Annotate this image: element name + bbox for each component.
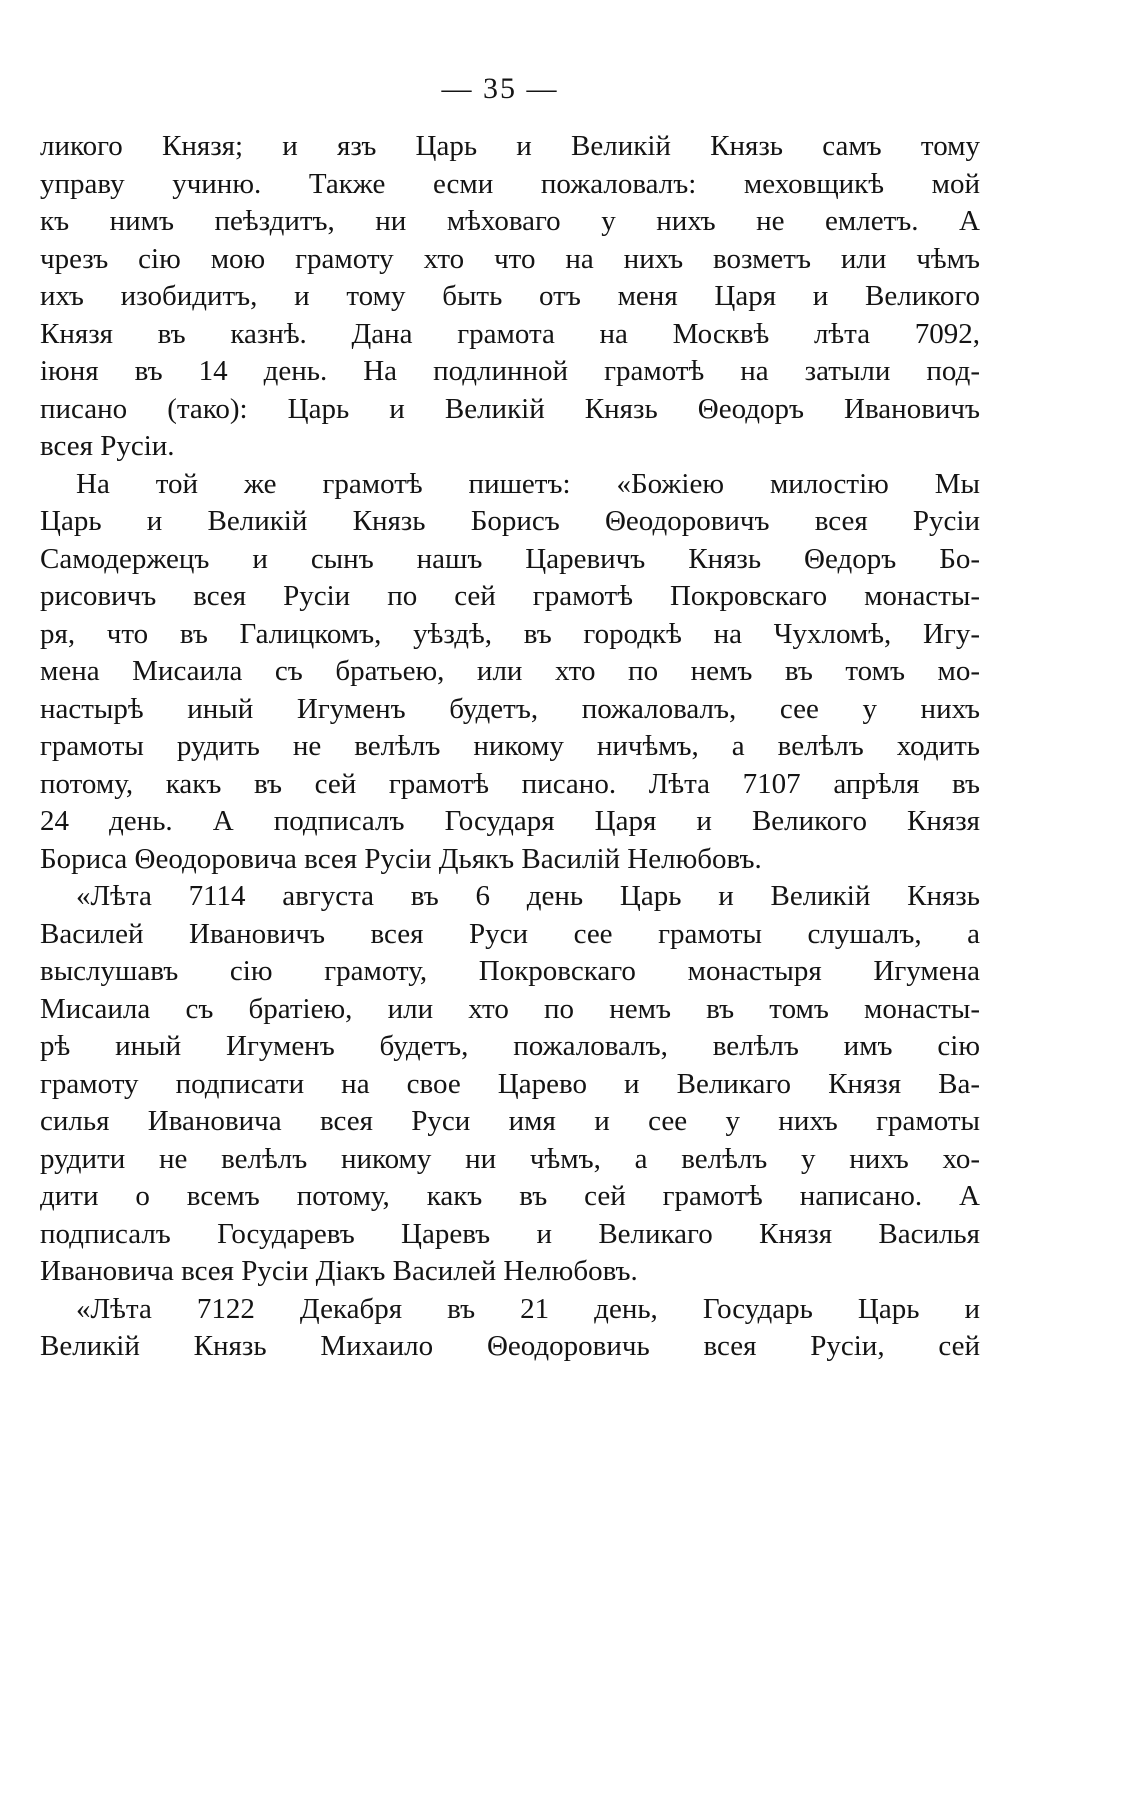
text-line: чрезъ сію мою грамоту хто что на нихъ возметъ или чѣмъ xyxy=(40,242,980,275)
text-line: іюня въ 14 день. На подлинной грамотѣ на затыли под- xyxy=(40,355,980,387)
text-line: Князя въ казнѣ. Дана грамота на Москвѣ лѣта 7092, xyxy=(40,317,980,350)
text-line: силья Ивановича всея Руси имя и сее у нихъ грамоты xyxy=(40,1105,980,1137)
text-line: 24 день. А подписалъ Государя Царя и Великого Князя xyxy=(40,805,980,837)
text-line: всея Русіи. xyxy=(40,430,175,462)
text-line: выслушавъ сію грамоту, Покровскаго монастыря Игумена xyxy=(40,955,980,987)
text-line: Самодержецъ и сынъ нашъ Царевичъ Князь Θедоръ Бо- xyxy=(40,542,980,575)
text-line: «Лѣта 7122 Декабря въ 21 день, Государь Царь и xyxy=(76,1292,980,1325)
paragraph xyxy=(40,1291,980,1366)
text-line: управу учиню. Также есми пожаловалъ: меховщикѣ мой xyxy=(40,167,980,200)
text-line: ря, что въ Галицкомъ, уѣздѣ, въ городкѣ на Чухломѣ, Игу- xyxy=(40,617,980,650)
text-line: мена Мисаила съ братьею, или хто по немъ въ томъ мо- xyxy=(40,655,980,687)
text-line: писано (тако): Царь и Великій Князь Θеодоръ Ивановичъ xyxy=(40,392,980,425)
text-line: Ивановича всея Русіи Діакъ Василей Нелюбовъ. xyxy=(40,1255,638,1287)
body-text xyxy=(40,128,980,1366)
text-line: настырѣ иный Игуменъ будетъ, пожаловалъ, сее у нихъ xyxy=(40,692,980,725)
text-line: Бориса Θеодоровича всея Русіи Дьякъ Василій Нелюбовъ. xyxy=(40,842,762,875)
text-line: рѣ иный Игуменъ будетъ, пожаловалъ, велѣлъ имъ сію xyxy=(40,1030,980,1062)
text-line: Мисаила съ братіею, или хто по немъ въ томъ монасты- xyxy=(40,992,980,1025)
text-line: рудити не велѣлъ никому ни чѣмъ, а велѣлъ у нихъ хо- xyxy=(40,1142,980,1175)
text-line: «Лѣта 7114 августа въ 6 день Царь и Великій Князь xyxy=(76,880,980,912)
text-line: грамоту подписати на свое Царево и Великаго Князя Ва- xyxy=(40,1067,980,1100)
page-number: — 35 — xyxy=(441,72,559,105)
text-line: рисовичъ всея Русіи по сей грамотѣ Покровскаго монасты- xyxy=(40,580,980,612)
text-line: Великій Князь Михаило Θеодоровичь всея Русіи, сей xyxy=(40,1330,980,1362)
text-line: потому, какъ въ сей грамотѣ писано. Лѣта 7107 апрѣля въ xyxy=(40,767,980,800)
text-line: ликого Князя; и язъ Царь и Великій Князь самъ тому xyxy=(40,130,980,162)
text-line: грамоты рудить не велѣлъ никому ничѣмъ, а велѣлъ ходить xyxy=(40,730,980,762)
paragraph xyxy=(40,466,980,879)
text-line: Василей Ивановичъ всея Руси сее грамоты слушалъ, а xyxy=(40,917,980,950)
text-line: На той же грамотѣ пишетъ: «Божіею милостію Мы xyxy=(76,467,980,500)
text-line: дити о всемъ потому, какъ въ сей грамотѣ написано. А xyxy=(40,1180,980,1212)
text-line: подписалъ Государевъ Царевъ и Великаго Князя Василья xyxy=(40,1217,980,1250)
text-line: Царь и Великій Князь Борисъ Θеодоровичъ всея Русіи xyxy=(40,505,980,537)
paragraph xyxy=(40,128,980,466)
text-line: къ нимъ пеѣздитъ, ни мѣховаго у нихъ не емлетъ. А xyxy=(40,205,980,237)
text-line: ихъ изобидитъ, и тому быть отъ меня Царя и Великого xyxy=(40,280,980,312)
paragraph xyxy=(40,878,980,1291)
